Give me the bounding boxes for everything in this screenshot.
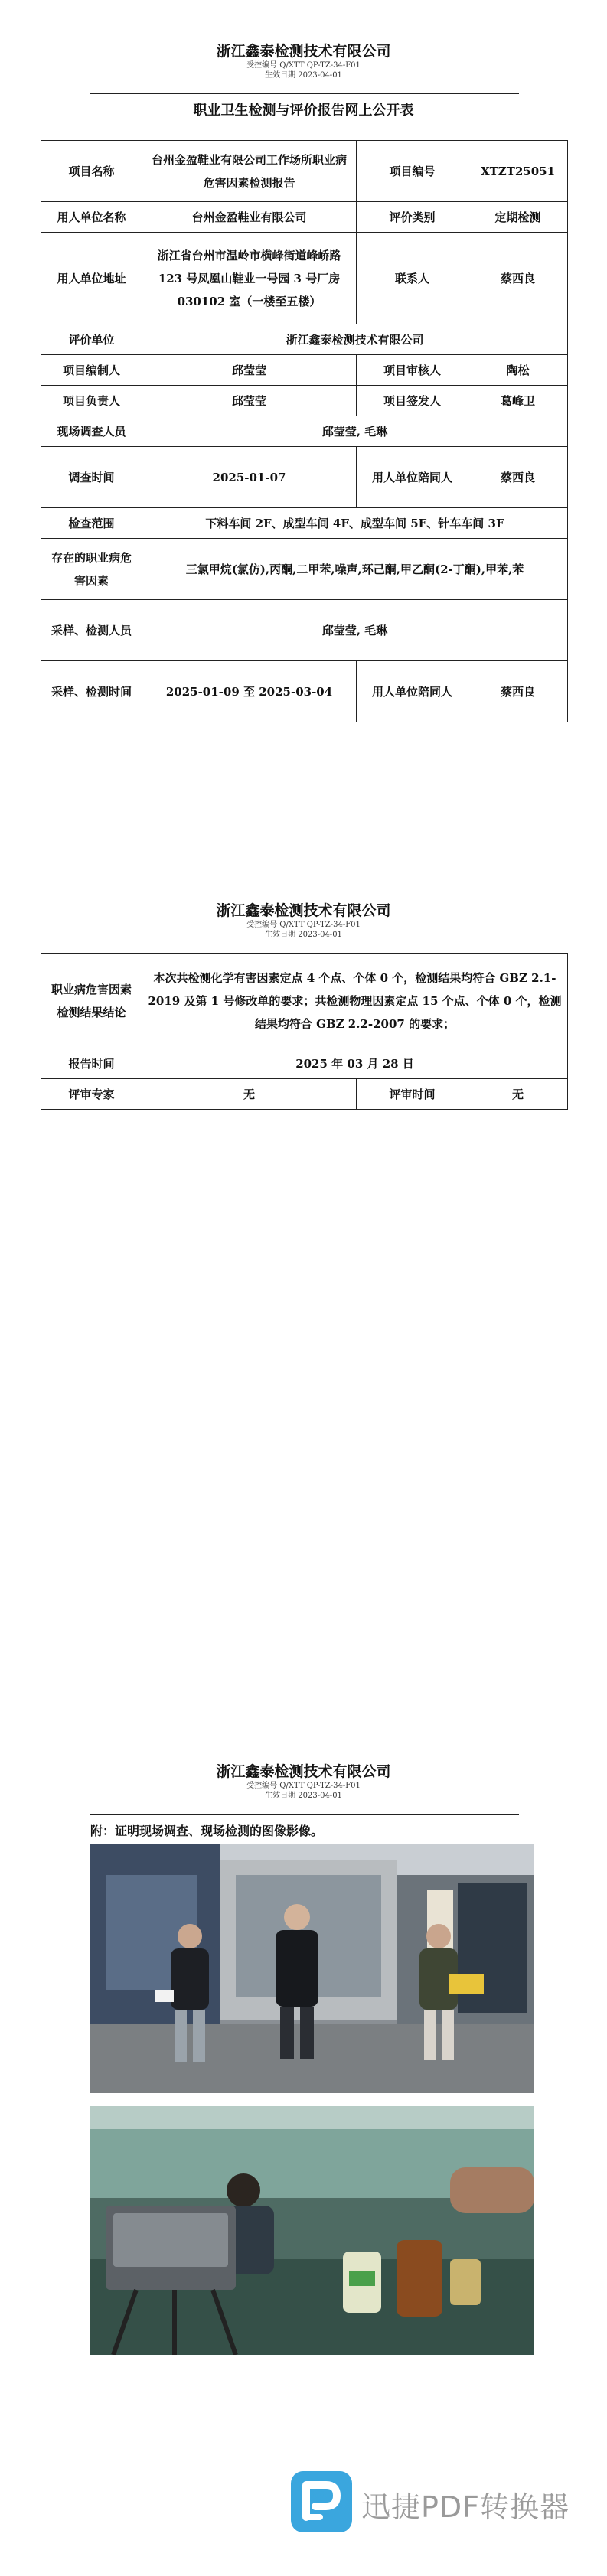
expert-label: 评审专家 — [41, 1079, 142, 1110]
investigators-label: 现场调查人员 — [41, 416, 142, 447]
page-header-2 — [0, 902, 607, 940]
table-row — [41, 202, 568, 233]
company-name: 浙江鑫泰检测技术有限公司 — [216, 43, 391, 60]
compiler-value: 邱莹莹 — [142, 355, 357, 386]
survey-time-label: 调查时间 — [41, 447, 142, 508]
scope-label: 检查范围 — [41, 508, 142, 539]
annex-caption: 附：证明现场调查、现场检测的图像影像。 — [90, 1824, 324, 1838]
review-time-value: 无 — [468, 1079, 568, 1110]
table-row — [41, 1079, 568, 1110]
report-table — [41, 140, 568, 722]
table-row — [41, 386, 568, 416]
table-row — [41, 539, 568, 600]
site-survey-photo-image — [90, 1844, 534, 2093]
company-name: 浙江鑫泰检测技术有限公司 — [216, 1763, 391, 1780]
table-row — [41, 141, 568, 202]
eval-unit-label: 评价单位 — [41, 324, 142, 355]
table-row — [41, 508, 568, 539]
table-row — [41, 233, 568, 324]
investigators-value: 邱莹莹, 毛琳 — [142, 416, 568, 447]
compiler-label: 项目编制人 — [41, 355, 142, 386]
reviewer-value: 陶松 — [468, 355, 568, 386]
review-time-label: 评审时间 — [357, 1079, 468, 1110]
site-survey-photo — [90, 1844, 534, 2093]
project-name-label: 项目名称 — [41, 141, 142, 202]
project-name-value: 台州金盈鞋业有限公司工作场所职业病危害因素检测报告 — [142, 141, 357, 202]
effective-date: 生效日期 2023-04-01 — [265, 1792, 342, 1800]
project-no-label: 项目编号 — [357, 141, 468, 202]
effective-date: 生效日期 2023-04-01 — [265, 931, 342, 939]
table-row — [41, 416, 568, 447]
table-row — [41, 1048, 568, 1079]
sampling-time-label: 采样、检测时间 — [41, 661, 142, 722]
header-divider — [90, 93, 519, 94]
accompany-sampling-value: 蔡西良 — [468, 661, 568, 722]
pdf-converter-watermark-text: 迅捷PDF转换器 — [361, 2490, 570, 2524]
employer-name-value: 台州金盈鞋业有限公司 — [142, 202, 357, 233]
hazards-label: 存在的职业病危害因素 — [41, 539, 142, 600]
site-detection-photo — [90, 2106, 534, 2355]
sampling-time-value: 2025-01-09 至 2025-03-04 — [142, 661, 357, 722]
table-row — [41, 600, 568, 661]
employer-name-label: 用人单位名称 — [41, 202, 142, 233]
expert-value: 无 — [142, 1079, 357, 1110]
report-time-value: 2025 年 03 月 28 日 — [142, 1048, 568, 1079]
hazards-value: 三氯甲烷(氯仿),丙酮,二甲苯,噪声,环己酮,甲乙酮(2-丁酮),甲苯,苯 — [142, 539, 568, 600]
signer-value: 葛峰卫 — [468, 386, 568, 416]
contact-value: 蔡西良 — [468, 233, 568, 324]
table-row — [41, 447, 568, 508]
control-number: 受控编号 Q/XTT QP-TZ-34-F01 — [246, 61, 361, 70]
survey-time-value: 2025-01-07 — [142, 447, 357, 508]
table-row — [41, 954, 568, 1048]
eval-unit-value: 浙江鑫泰检测技术有限公司 — [142, 324, 568, 355]
contact-label: 联系人 — [357, 233, 468, 324]
accompany-survey-value: 蔡西良 — [468, 447, 568, 508]
company-name: 浙江鑫泰检测技术有限公司 — [216, 902, 391, 919]
table-row — [41, 355, 568, 386]
eval-type-label: 评价类别 — [357, 202, 468, 233]
scope-value: 下料车间 2F、成型车间 4F、成型车间 5F、针车车间 3F — [142, 508, 568, 539]
employer-address-value: 浙江省台州市温岭市横峰街道峰峤路 123 号凤凰山鞋业一号园 3 号厂房 030102 室（一楼至五楼） — [142, 233, 357, 324]
report-time-label: 报告时间 — [41, 1048, 142, 1079]
leader-label: 项目负责人 — [41, 386, 142, 416]
project-no-value: XTZT25051 — [468, 141, 568, 202]
reviewer-label: 项目审核人 — [357, 355, 468, 386]
page-header-1 — [0, 42, 607, 80]
site-detection-photo-image — [90, 2106, 534, 2355]
table-row — [41, 324, 568, 355]
leader-value: 邱莹莹 — [142, 386, 357, 416]
results-label: 职业病危害因素检测结果结论 — [41, 954, 142, 1048]
accompany-label: 用人单位陪同人 — [357, 447, 468, 508]
table-row — [41, 661, 568, 722]
sampling-staff-label: 采样、检测人员 — [41, 600, 142, 661]
control-number: 受控编号 Q/XTT QP-TZ-34-F01 — [246, 921, 361, 929]
header-divider — [90, 1814, 519, 1815]
results-table — [41, 953, 568, 1110]
accompany-label-2: 用人单位陪同人 — [357, 661, 468, 722]
results-value: 本次共检测化学有害因素定点 4 个点、个体 0 个，检测结果均符合 GBZ 2.1-2019 及第 1 号修改单的要求；共检测物理因素定点 15 个点、个体 0 个，检测结果均符合 GBZ 2.2-2007 的要求； — [142, 954, 568, 1048]
pdf-converter-logo-icon — [289, 2470, 354, 2534]
employer-address-label: 用人单位地址 — [41, 233, 142, 324]
eval-type-value: 定期检测 — [468, 202, 568, 233]
page-header-3 — [0, 1762, 607, 1801]
effective-date: 生效日期 2023-04-01 — [265, 71, 342, 80]
pdf-converter-watermark — [289, 2468, 570, 2535]
control-number: 受控编号 Q/XTT QP-TZ-34-F01 — [246, 1782, 361, 1790]
sampling-staff-value: 邱莹莹, 毛琳 — [142, 600, 568, 661]
document-title: 职业卫生检测与评价报告网上公开表 — [193, 103, 414, 119]
signer-label: 项目签发人 — [357, 386, 468, 416]
